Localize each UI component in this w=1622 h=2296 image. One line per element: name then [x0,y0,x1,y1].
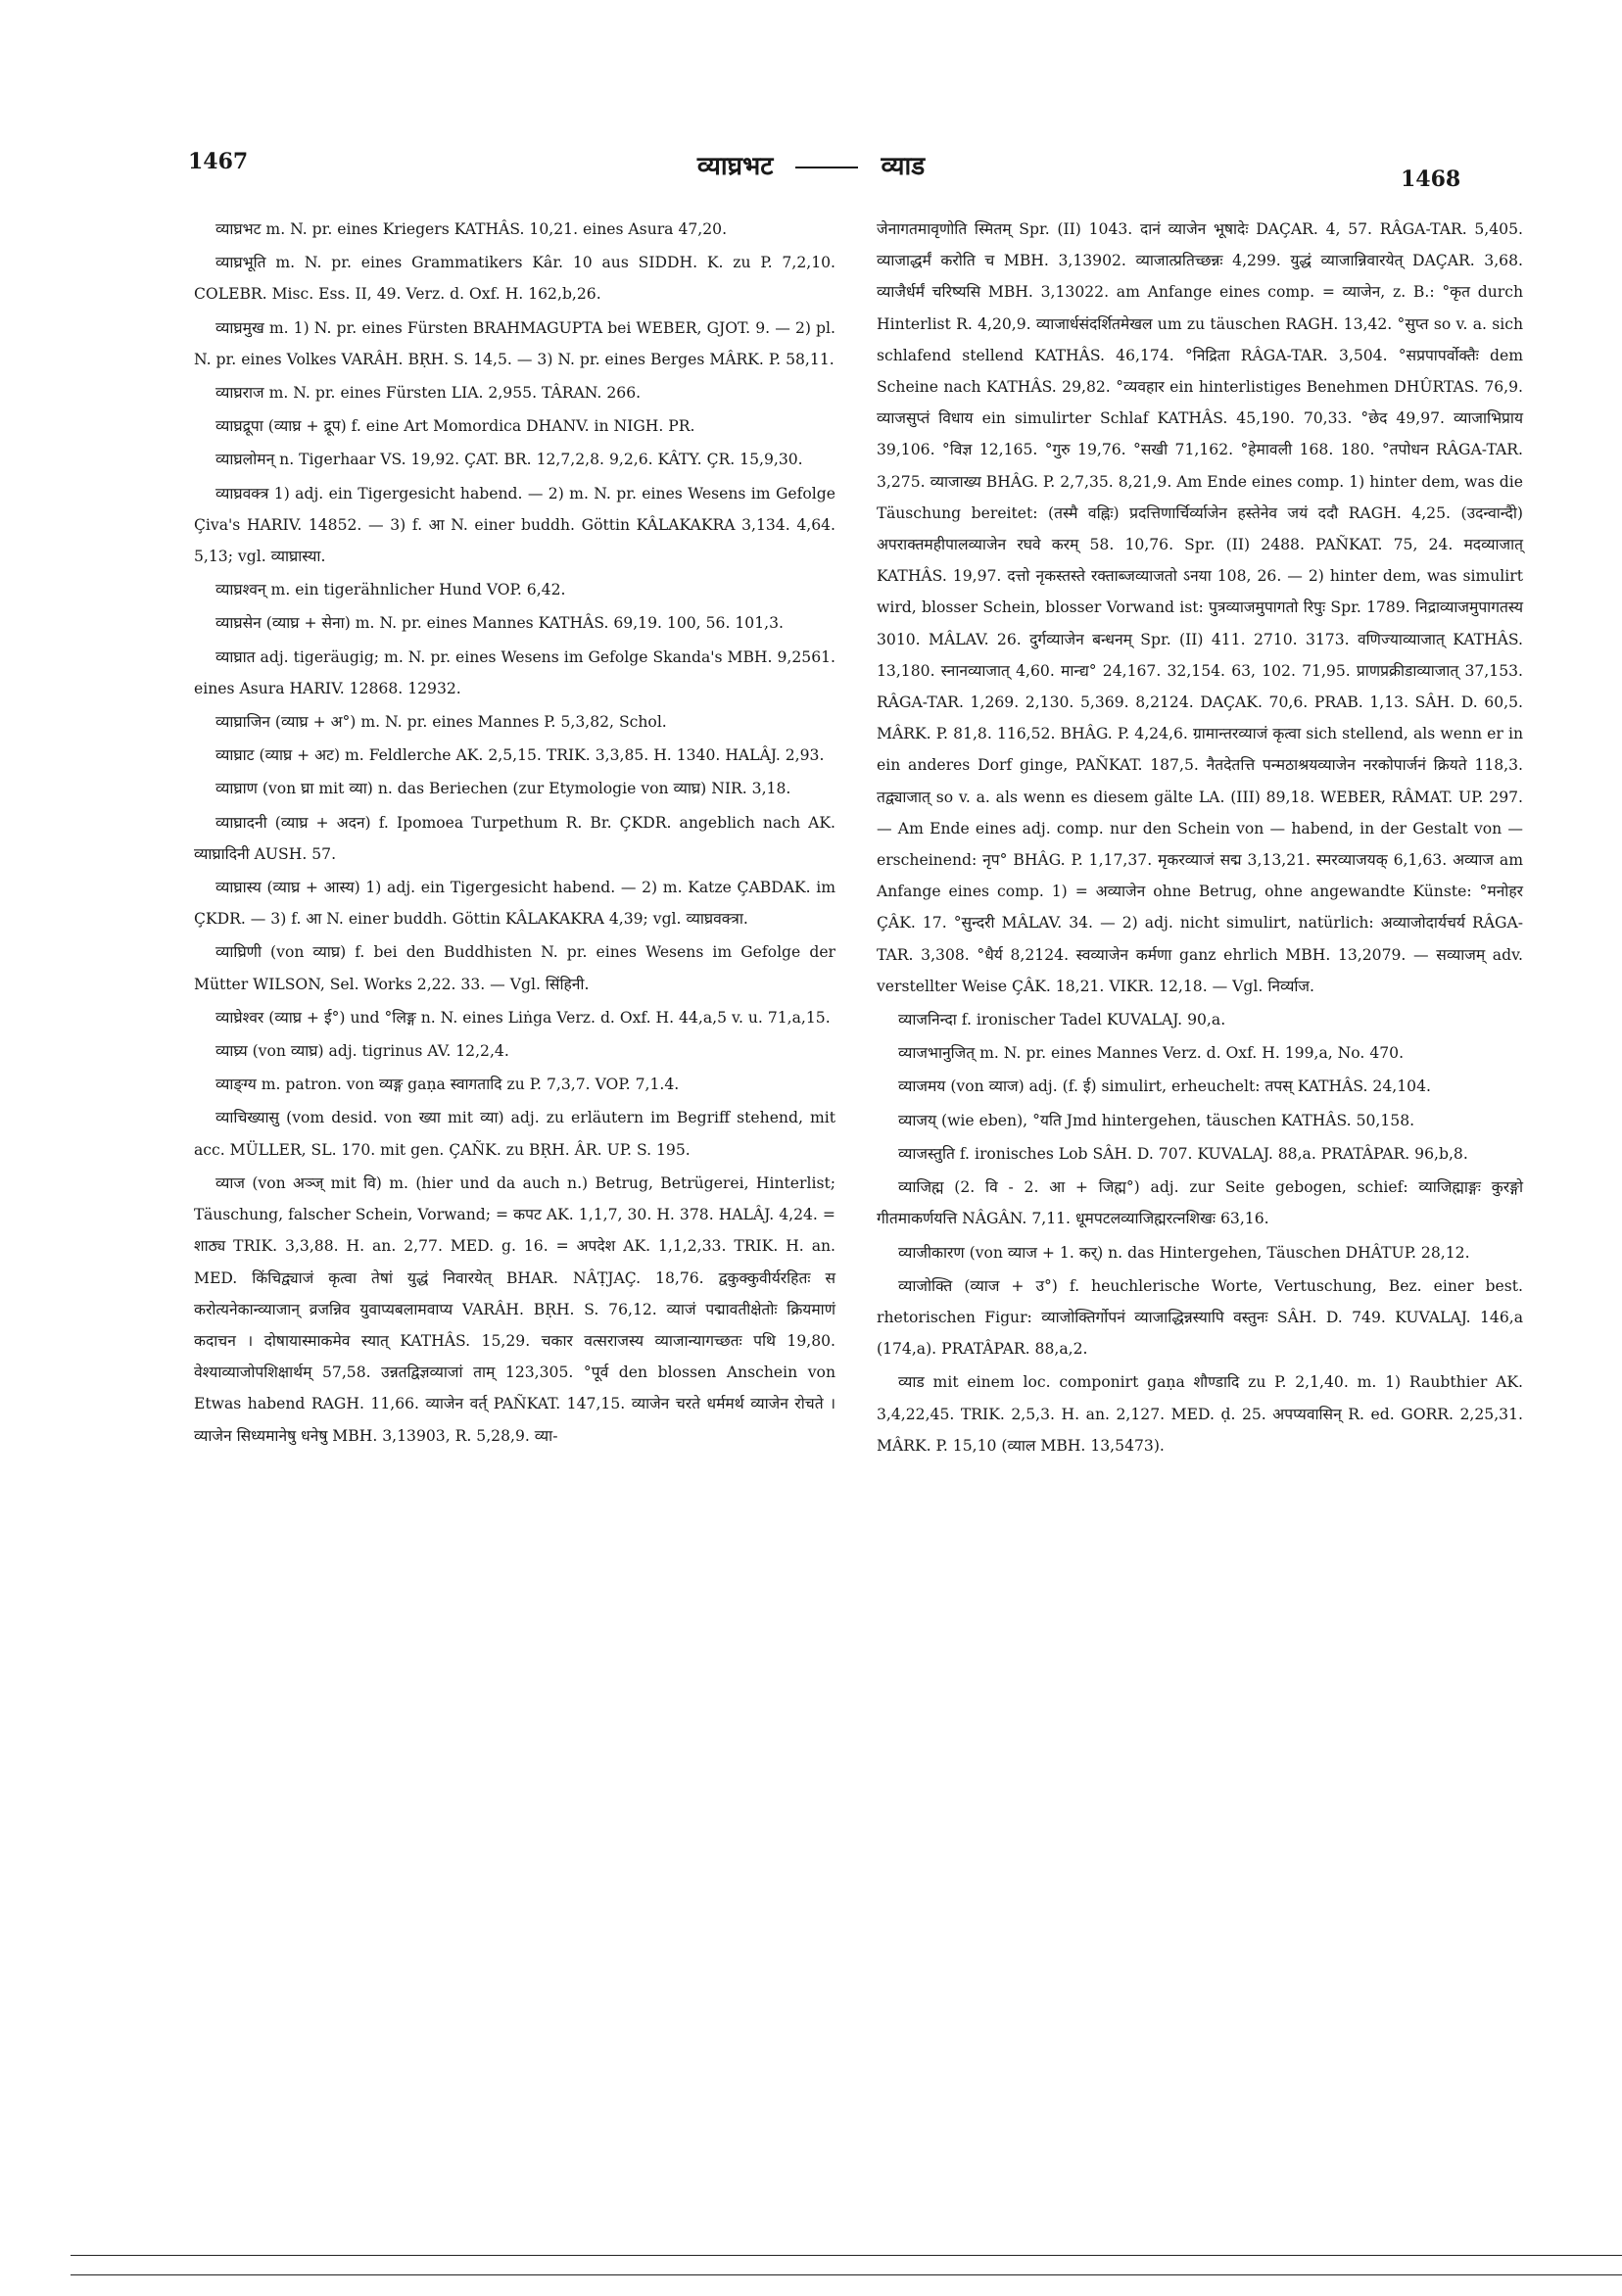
guide-word-right: व्याड [881,152,926,181]
guide-words [0,147,1622,182]
dictionary-entry: व्याजस्तुति f. ironisches Lob SÂH. D. 707. KUVALAJ. 88,a. PRATÂPAR. 96,b,8. [898,1144,1468,1163]
dictionary-entry: व्याचिख्यासु (vom desid. von ख्या mit व्या) adj. zu erläutern im Begriff stehend, mit acc. MÜLLER, SL. 170. mit gen. ÇAÑK. zu BṚH. ÂR. UP. S. 195. [194,1109,835,1159]
dictionary-entry: व्याड mit einem loc. componirt gaṇa शौण्डादि zu P. 2,1,40. m. 1) Raubthier AK. 3,4,22,45. TRIK. 2,5,3. H. an. 2,127. MED. ḍ. 25. अपप्यवासिन् R. ed. GORR. 2,25,31. MÂRK. P. 15,10 (व्याल MBH. 13,5473). [877,1373,1523,1455]
right-column [877,214,1523,1463]
dictionary-entry: व्याजनिन्दा f. ironischer Tadel KUVALAJ. 90,a. [898,1011,1226,1029]
dictionary-entry: व्याघ्राजिन (व्याघ्र + अ°) m. N. pr. eines Mannes P. 5,3,82, Schol. [215,713,667,732]
dictionary-entry: व्याघ्रिणी (von व्याघ्र) f. bei den Buddhisten N. pr. eines Wesens im Gefolge der Mütter WILSON, Sel. Works 2,22. 33. — Vgl. सिंहिनी. [194,943,835,993]
dictionary-entry: व्याजोक्ति (व्याज + उ°) f. heuchlerische Worte, Vertuschung, Bez. einer best. rhetorischen Figur: व्याजोक्तिर्गोपनं व्याजाद्धिन्नस्यापि वस्तुनः SÂH. D. 749. KUVALAJ. 146,a (174,a). PRATÂPAR. 88,a,2. [877,1276,1523,1359]
footer-rule [71,2255,1622,2256]
dictionary-entry: व्याघ्रश्वन् m. ein tigerähnlicher Hund VOP. 6,42. [215,581,566,599]
dictionary-entry: व्याघ्रराज m. N. pr. eines Fürsten LIA. 2,955. TÂRAN. 266. [215,384,642,403]
dictionary-entry: व्याघ्रभूति m. N. pr. eines Grammatikers Kâr. 10 aus SIDDH. K. zu P. 7,2,10. COLEBR. Misc. Ess. II, 49. Verz. d. Oxf. H. 162,b,26. [194,254,835,304]
page-header [0,137,1622,196]
dictionary-entry: व्याघ्रलोमन् n. Tigerhaar VS. 19,92. ÇAT. BR. 12,7,2,8. 9,2,6. KÂTY. ÇR. 15,9,30. [215,451,803,469]
dictionary-entry: जेनागतमावृणोति स्मितम् Spr. (II) 1043. दानं व्याजेन भूषादेः DAÇAR. 4, 57. RÂGA-TAR. 5,405. व्याजाद्धर्मं करोति च MBH. 3,13902. व्याजात्प्रतिच्छन्नः 4,299. युद्धं व्याजान्निवारयेत् DAÇAR. 3,68. व्याजैर्धर्मं चरिष्यसि MBH. 3,13022. am Anfange eines comp. = व्याजेन, z. B.: °कृत durch Hinterlist R. 4,20,9. व्याजार्धसंदर्शितमेखल um zu täuschen RAGH. 13,42. °सुप्त so v. a. sich schlafend stellend KATHÂS. 46,174. °निद्रिता RÂGA-TAR. 3,504. °सप्रपापर्वोक्तैः dem Scheine nach KATHÂS. 29,82. °व्यवहार ein hinterlistiges Benehmen DHÛRTAS. 76,9. व्याजसुप्तं विधाय ein simulirter Schlaf KATHÂS. 45,190. 70,33. °छेद 49,97. व्याजाभिप्राय 39,106. °विज्ञ 12,165. °गुरु 19,76. °सखी 71,162. °हेमावली 168. 180. °तपोधन RÂGA-TAR. 3,275. व्याजाख्य BHÂG. P. 2,7,35. 8,21,9. Am Ende eines comp. 1) hinter dem, was die Täuschung bereitet: (तस्मै वह्निः) प्रदत्तिणार्चिर्व्याजेन हस्तेनेव जयं ददौ RAGH. 4,25. (उदन्वान्दैो) अपराक्तमहीपालव्याजेन रघवे करम् 58. 10,76. Spr. (II) 2488. PAÑKAT. 75, 24. मदव्याजात् KATHÂS. 19,97. दत्तो नृकस्तस्ते रक्ताब्जव्याजतो ऽनया 108, 26. — 2) hinter dem, was simulirt wird, blosser Schein, blosser Vorwand ist: पुत्रव्याजमुपागतो रिपुः Spr. 1789. निद्राव्याजमुपागतस्य 3010. MÂLAV. 26. दुर्गव्याजेन बन्धनम् Spr. (II) 411. 2710. 3173. वणिज्याव्याजात् KATHÂS. 13,180. स्नानव्याजात् 4,60. मान्द्य° 24,167. 32,154. 63, 102. 71,95. प्राणप्रक्रीडाव्याजात् 37,153. RÂGA-TAR. 1,269. 2,130. 5,369. 8,2124. DAÇAK. 70,6. PRAB. 1,13. SÂH. D. 60,5. MÂRK. P. 81,8. 116,52. BHÂG. P. 4,24,6. ग्रामान्तरव्याजं कृत्वा sich stellend, als wenn er in ein anderes Dorf ginge, PAÑKAT. 187,5. नैतदेतत्ति पन्मठाश्रयव्याजेन नरकोपार्जनं क्रियते 118,3. तद्व्याजात् so v. a. als wenn es diesem gälte LA. (III) 89,18. WEBER, RÂMAT. UP. 297. — Am Ende eines adj. comp. nur den Schein von — habend, in der Gestalt von — erscheinend: नृप° BHÂG. P. 1,17,37. मृकरव्याजं सद्म 3,13,21. स्मरव्याजयक् 6,1,63. अव्याज am Anfange eines comp. 1) = अव्याजेन ohne Betrug, ohne angewandte Künste: °मनोहर ÇÂK. 17. °सुन्दरी MÂLAV. 34. — 2) adj. nicht simulirt, natürlich: अव्याजोदार्यचर्य RÂGA-TAR. 3,308. °धैर्य 8,2124. स्वव्याजेन कर्मणा ganz ehrlich MBH. 13,2079. — सव्याजम् adv. verstellter Weise ÇÂK. 18,21. VIKR. 12,18. — Vgl. निर्व्याज. [877,220,1523,995]
dictionary-entry: व्याघ्र्य (von व्याघ्र) adj. tigrinus AV. 12,2,4. [215,1042,509,1061]
dictionary-entry: व्याजभानुजित् m. N. pr. eines Mannes Verz. d. Oxf. H. 199,a, No. 470. [898,1044,1405,1063]
page-number-left: 1467 [188,149,249,174]
dictionary-entry: व्याजीकारण (von व्याज + 1. कर्) n. das Hintergehen, Täuschen DHÂTUP. 28,12. [898,1243,1470,1262]
dictionary-entry: व्याजमय (von व्याज) adj. (f. ई) simulirt, erheuchelt: तपस् KATHÂS. 24,104. [898,1077,1431,1096]
dictionary-entry: व्याङ्ग्य m. patron. von व्यङ्ग gaṇa स्वागतादि zu P. 7,3,7. VOP. 7,1.4. [215,1076,680,1094]
dictionary-entry: व्याघ्रमुख m. 1) N. pr. eines Fürsten BRAHMAGUPTA bei WEBER, GJOT. 9. — 2) pl. N. pr. eines Volkes VARÂH. BṚH. S. 14,5. — 3) N. pr. eines Berges MÂRK. P. 58,11. [194,318,835,368]
dictionary-entry: व्याघ्रात adj. tigeräugig; m. N. pr. eines Wesens im Gefolge Skanda's MBH. 9,2561. eines Asura HARIV. 12868. 12932. [194,647,835,697]
left-column [194,214,835,1454]
guide-dash [795,167,858,168]
dictionary-entry: व्याघ्रास्य (व्याघ्र + आस्य) 1) adj. ein Tigergesicht habend. — 2) m. Katze ÇABDAK. im ÇKDR. — 3) f. आ N. einer buddh. Göttin KÂLAKAKRA 4,39; vgl. व्याघ्रवक्त्रा. [194,879,835,929]
page-number-right: 1468 [1401,167,1461,192]
dictionary-entry: व्याजिह्म (2. वि - 2. आ + जिह्म°) adj. zur Seite gebogen, schief: व्याजिह्माङ्गः कुरङ्गो गीतमाकर्णयत्ति NÂGÂN. 7,11. धूमपटलव्याजिह्मरत्नशिखः 63,16. [877,1178,1523,1228]
dictionary-entry: व्याघ्रसेन (व्याघ्र + सेना) m. N. pr. eines Mannes KATHÂS. 69,19. 100, 56. 101,3. [215,614,784,633]
dictionary-entry: व्याघ्रवक्त्र 1) adj. ein Tigergesicht habend. — 2) m. N. pr. eines Wesens im Gefolge Çiva's HARIV. 14852. — 3) f. आ N. einer buddh. Göttin KÂLAKAKRA 3,134. 4,64. 5,13; vgl. व्याघ्रास्या. [194,484,835,566]
dictionary-entry: व्याघ्रद्रूपा (व्याघ्र + द्रूप) f. eine Art Momordica DHANV. in NIGH. PR. [215,417,695,436]
dictionary-entry: व्याघ्राट (व्याघ्र + अट) m. Feldlerche AK. 2,5,15. TRIK. 3,3,85. H. 1340. HALÂJ. 2,93. [215,746,825,765]
dictionary-entry: व्याज (von अञ्ज् mit वि) m. (hier und da auch n.) Betrug, Betrügerei, Hinterlist; Täuschung, falscher Schein, Vorwand; = कपट AK. 1,1,7, 30. H. 378. HALÂJ. 4,24. = शाठ्य TRIK. 3,3,88. H. an. 2,77. MED. g. 16. = अपदेश AK. 1,1,2,33. TRIK. H. an. MED. किंचिद्व्याजं कृत्वा तेषां युद्धं निवारयेत् BHAR. NÂṬJAÇ. 18,76. द्वकुक्कुवीर्यरहितः स करोत्यनेकान्व्याजान् व्रजन्निव युवाप्यबलामवाप्य VARÂH. BṚH. S. 76,12. व्याजं पद्मावतीक्षेतोः क्रियमाणं कदाचन । दोषायास्माकमेव स्यात् KATHÂS. 15,29. चकार वत्सराजस्य व्याजान्यागच्छतः पथि 19,80. वेश्याव्याजोपशिक्षार्थम् 57,58. उन्नतद्विज्ञव्याजां ताम् 123,305. °पूर्व den blossen Anschein von Etwas habend RAGH. 11,66. व्याजेन वर्त् PAÑKAT. 147,15. व्याजेन चरते धर्ममर्थ व्याजेन रोचते । व्याजेन सिध्यमानेषु धनेषु MBH. 3,13903, R. 5,28,9. व्या- [194,1173,835,1445]
footer-rule [71,2274,1622,2275]
dictionary-entry: व्याघ्रभट m. N. pr. eines Kriegers KATHÂS. 10,21. eines Asura 47,20. [215,220,728,238]
dictionary-entry: व्याघ्राण (von घ्रा mit व्या) n. das Beriechen (zur Etymologie von व्याघ्र) NIR. 3,18. [215,780,791,798]
guide-word-left: व्याघ्रभट [696,152,774,181]
dictionary-entry: व्याघ्रेश्वर (व्याघ्र + ई°) und °लिङ्ग n. N. eines Liṅga Verz. d. Oxf. H. 44,a,5 v. u. 71,a,15. [215,1008,831,1027]
dictionary-entry: व्याघ्रादनी (व्याघ्र + अदन) f. Ipomoea Turpethum R. Br. ÇKDR. angeblich nach AK. व्याघ्रादिनी AUSH. 57. [194,813,835,863]
dictionary-entry: व्याजय् (wie eben), °यति Jmd hintergehen, täuschen KATHÂS. 50,158. [898,1111,1415,1129]
